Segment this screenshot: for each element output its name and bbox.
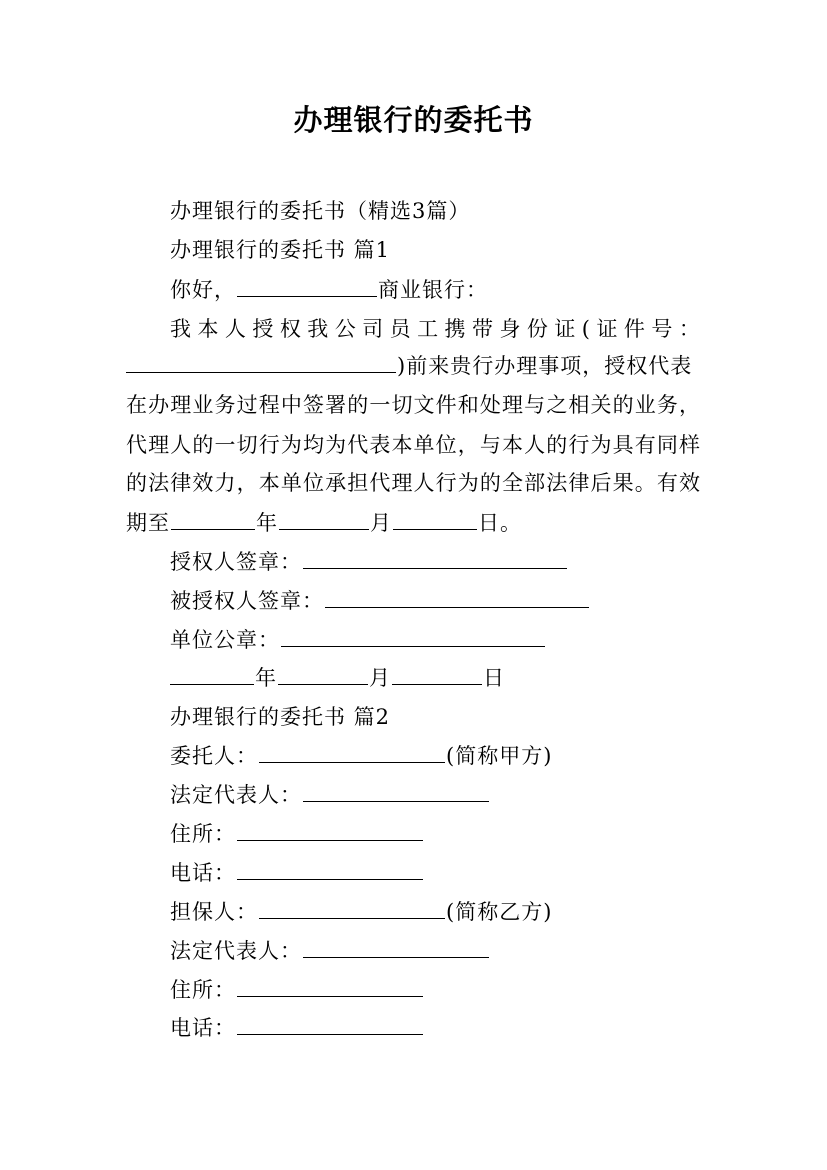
date-line <box>170 664 505 692</box>
auth-line-1-char: ( <box>581 317 591 341</box>
auth-line-1-char: 身 <box>499 317 522 341</box>
auth-line-3: 在办理业务过程中签署的一切文件和处理与之相关的业务， <box>126 393 701 417</box>
legal-rep-blank-2 <box>303 937 489 958</box>
phone-blank-2 <box>237 1014 423 1035</box>
auth-line-1-char: 号 <box>651 317 674 341</box>
auth-line-1-char: 权 <box>279 317 302 341</box>
document-title: 办理银行的委托书 <box>293 103 534 137</box>
greeting-suffix: 商业银行： <box>378 278 488 302</box>
phone-line-2 <box>170 1014 424 1042</box>
bank-name-blank <box>237 276 377 297</box>
date-day-label: 日 <box>483 666 505 690</box>
auth-line-2 <box>126 352 692 380</box>
date-month-blank <box>278 664 368 685</box>
address-label-1: 住所： <box>170 822 236 846</box>
address-line-2 <box>170 976 424 1004</box>
legal-rep-line-1 <box>170 781 490 809</box>
auth-line-1-char: 证 <box>596 317 619 341</box>
auth-line-1-char: 件 <box>623 317 646 341</box>
intro-line: 办理银行的委托书（精选3篇） <box>170 199 471 223</box>
address-label-2: 住所： <box>170 978 236 1002</box>
legal-rep-blank-1 <box>303 781 489 802</box>
guarantor-line <box>170 898 552 926</box>
legal-rep-line-2 <box>170 937 490 965</box>
principal-sign-label: 授权人签章： <box>170 550 302 574</box>
auth-line-4: 代理人的一切行为均为代表本单位，与本人的行为具有同样 <box>126 433 701 457</box>
date-year-label: 年 <box>255 666 277 690</box>
client-blank <box>259 742 445 763</box>
agent-sign-label: 被授权人签章： <box>170 589 324 613</box>
auth-line-1-char: 司 <box>362 317 385 341</box>
valid-month-blank <box>279 509 369 530</box>
phone-blank-1 <box>237 859 423 880</box>
validity-line <box>126 509 522 537</box>
auth-line-1-char: 人 <box>224 317 247 341</box>
legal-rep-label-2: 法定代表人： <box>170 939 302 963</box>
phone-label-1: 电话： <box>170 861 236 885</box>
address-blank-1 <box>237 820 423 841</box>
auth-line-1 <box>170 315 701 343</box>
date-day-blank <box>392 664 482 685</box>
auth-line-1-char: 份 <box>526 317 549 341</box>
valid-day-blank <box>393 509 477 530</box>
valid-day-label: 日。 <box>478 511 522 535</box>
auth-line-1-char: 员 <box>389 317 412 341</box>
agent-sign-line <box>170 587 590 615</box>
auth-line-1-char: 带 <box>471 317 494 341</box>
part2-heading: 办理银行的委托书 篇2 <box>170 705 391 729</box>
unit-seal-line <box>170 626 546 654</box>
unit-seal-blank <box>281 626 545 647</box>
greeting-prefix: 你好， <box>170 278 236 302</box>
auth-line-2-text: )前来贵行办理事项，授权代表 <box>397 354 693 378</box>
id-number-blank <box>126 352 396 373</box>
phone-label-2: 电话： <box>170 1016 236 1040</box>
part1-heading: 办理银行的委托书 篇1 <box>170 238 391 262</box>
principal-sign-blank <box>303 548 567 569</box>
valid-month-label: 月 <box>370 511 392 535</box>
phone-line-1 <box>170 859 424 887</box>
auth-line-1-char: 公 <box>334 317 357 341</box>
auth-line-1-char: 携 <box>444 317 467 341</box>
unit-seal-label: 单位公章： <box>170 628 280 652</box>
date-month-label: 月 <box>369 666 391 690</box>
auth-line-1-char: 我 <box>170 317 192 341</box>
guarantor-label: 担保人： <box>170 900 258 924</box>
auth-line-1-char: 我 <box>307 317 330 341</box>
valid-year-blank <box>171 509 255 530</box>
guarantor-blank <box>259 898 445 919</box>
auth-line-1-char: ： <box>678 317 701 341</box>
validity-prefix: 期至 <box>126 511 170 535</box>
principal-sign-line <box>170 548 568 576</box>
greeting-line <box>170 276 488 304</box>
guarantor-suffix: (简称乙方) <box>446 900 553 924</box>
auth-line-5: 的法律效力，本单位承担代理人行为的全部法律后果。有效 <box>126 471 701 495</box>
client-label: 委托人： <box>170 744 258 768</box>
agent-sign-blank <box>325 587 589 608</box>
auth-line-1-char: 本 <box>197 317 220 341</box>
client-line <box>170 742 552 770</box>
client-suffix: (简称甲方) <box>446 744 553 768</box>
auth-line-1-char: 授 <box>252 317 275 341</box>
valid-year-label: 年 <box>256 511 278 535</box>
address-line-1 <box>170 820 424 848</box>
address-blank-2 <box>237 976 423 997</box>
auth-line-1-char: 工 <box>417 317 440 341</box>
legal-rep-label-1: 法定代表人： <box>170 783 302 807</box>
auth-line-1-char: 证 <box>554 317 577 341</box>
date-year-blank <box>170 664 254 685</box>
